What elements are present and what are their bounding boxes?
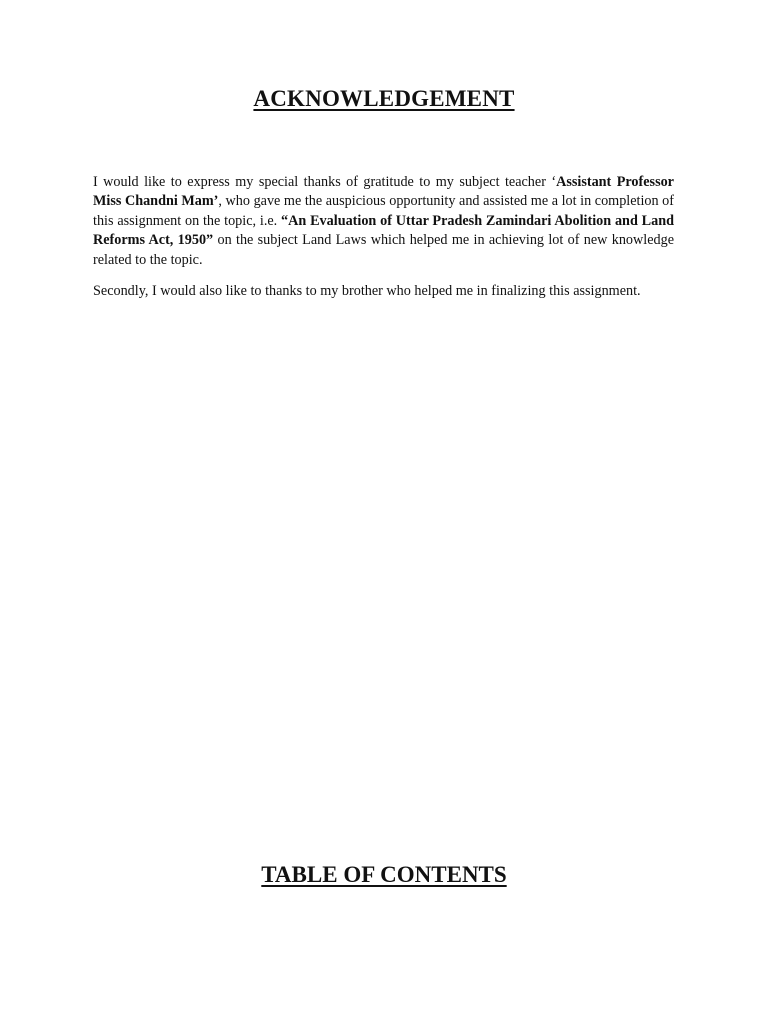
paragraph-text-2: , who gave me the auspicious opportunity and assisted me a lot in completion of this assignment on the topic, i.e.	[93, 193, 674, 229]
assignment-topic: “An Evaluation of Uttar Pradesh Zamindari Abolition and Land Reforms Act, 1950”	[93, 212, 675, 249]
teacher-name: Assistant Professor Miss Chandni Mam’	[93, 174, 674, 210]
acknowledgement-heading: ACKNOWLEDGEMENT	[253, 86, 515, 111]
acknowledgement-paragraph-1	[93, 173, 674, 270]
paragraph-text-3: on the subject Land Laws which helped me in achieving lot of new knowledge related to the topic.	[93, 232, 674, 268]
table-of-contents-heading: TABLE OF CONTENTS	[261, 862, 507, 887]
paragraph-text-1: I would like to express my special thanks of gratitude to my subject teacher ‘	[93, 174, 557, 190]
acknowledgement-paragraph-2: Secondly, I would also like to thanks to my brother who helped me in finalizing this assignment.	[93, 283, 641, 299]
